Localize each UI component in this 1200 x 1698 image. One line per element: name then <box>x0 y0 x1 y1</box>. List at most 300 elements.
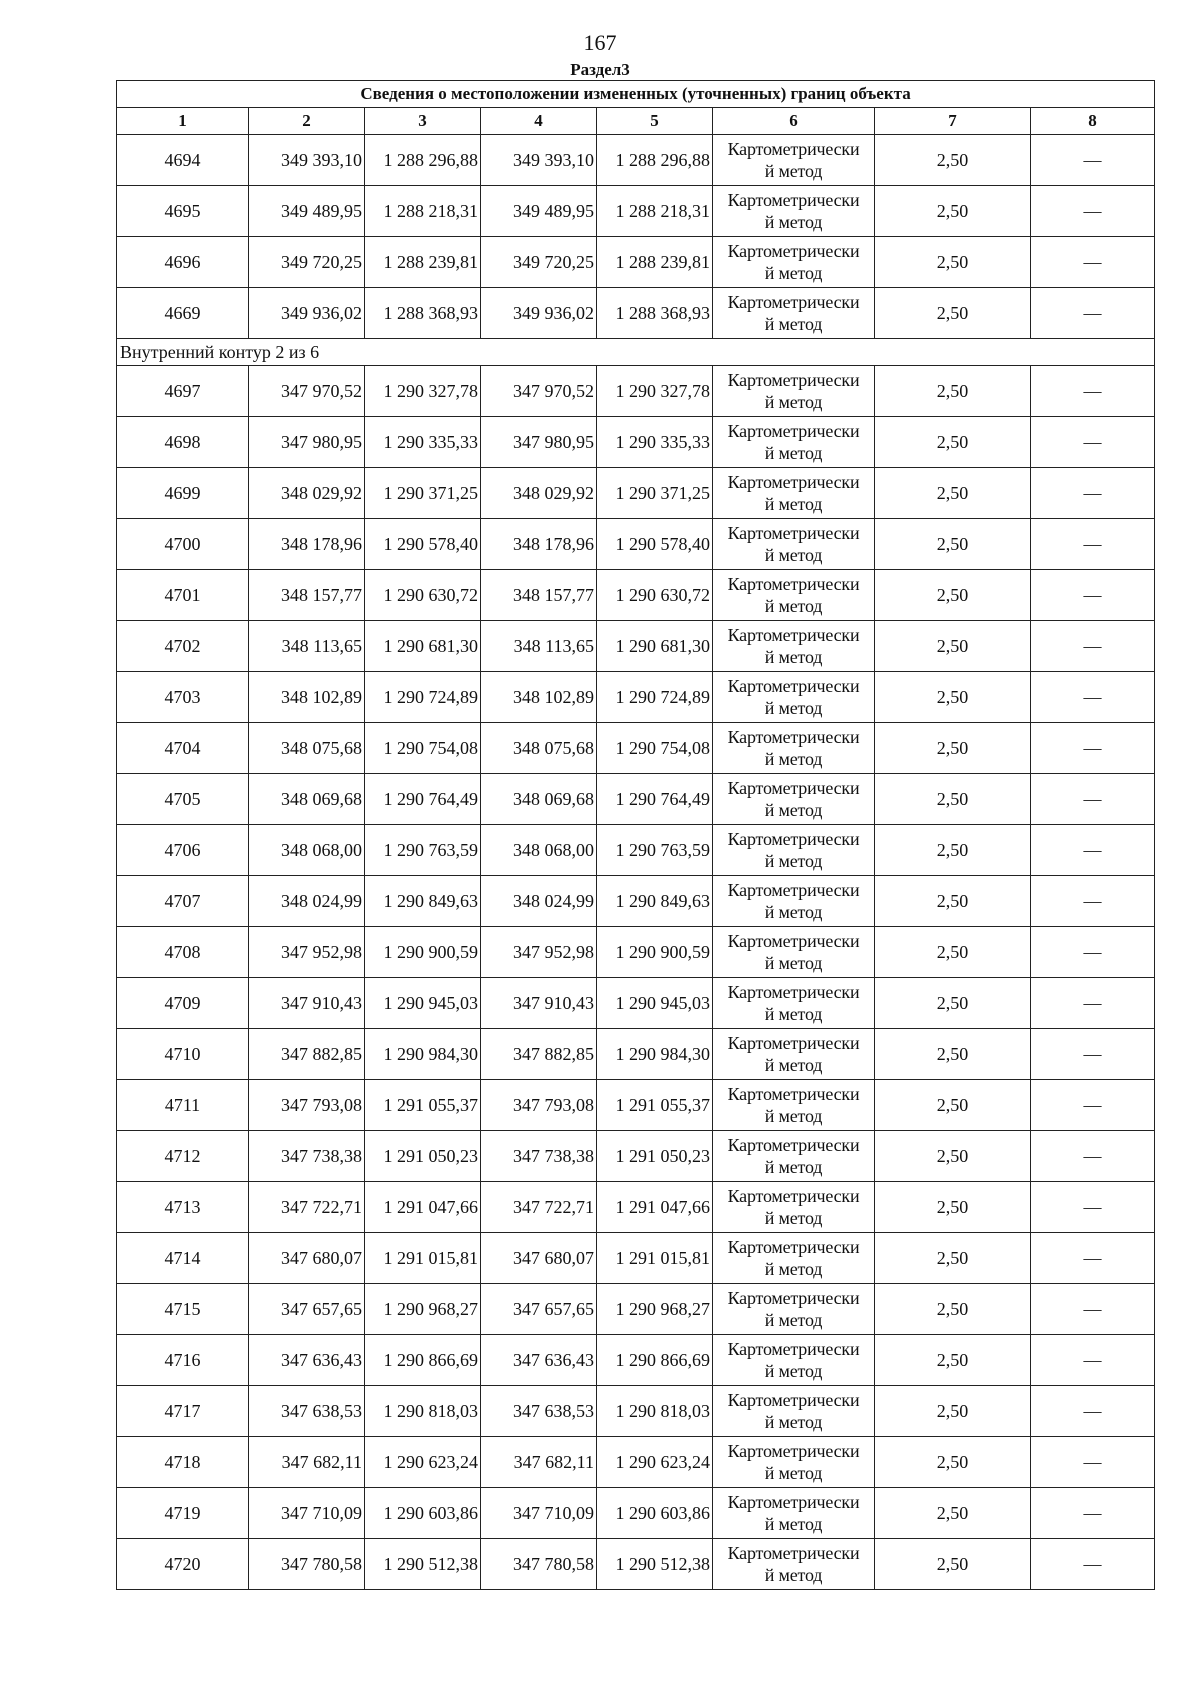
point-number-cell: 4705 <box>117 774 249 825</box>
section-title: Раздел3 <box>570 60 630 79</box>
method-text-line: Картометрически <box>727 778 860 798</box>
x-refined-cell: 348 178,96 <box>481 519 597 570</box>
x-existing-cell: 349 936,02 <box>249 288 365 339</box>
method-cell <box>713 1233 875 1284</box>
note-cell: — <box>1031 1539 1155 1590</box>
accuracy-cell: 2,50 <box>875 672 1031 723</box>
column-number: 8 <box>1031 108 1155 135</box>
method-cell <box>713 1080 875 1131</box>
x-existing-cell: 348 024,99 <box>249 876 365 927</box>
point-number-cell: 4698 <box>117 417 249 468</box>
y-refined-cell: 1 290 724,89 <box>597 672 713 723</box>
method-text-line: й метод <box>764 1514 823 1534</box>
x-existing-cell: 347 710,09 <box>249 1488 365 1539</box>
table-body <box>117 135 1155 1590</box>
method-text-line: Картометрически <box>727 370 860 390</box>
y-refined-cell: 1 291 015,81 <box>597 1233 713 1284</box>
method-cell <box>713 1539 875 1590</box>
x-refined-cell: 349 936,02 <box>481 288 597 339</box>
x-existing-cell: 348 113,65 <box>249 621 365 672</box>
y-refined-cell: 1 290 603,86 <box>597 1488 713 1539</box>
x-existing-cell: 347 793,08 <box>249 1080 365 1131</box>
y-refined-cell: 1 290 335,33 <box>597 417 713 468</box>
point-number-cell: 4708 <box>117 927 249 978</box>
x-existing-cell: 348 102,89 <box>249 672 365 723</box>
note-cell: — <box>1031 927 1155 978</box>
point-number-cell: 4711 <box>117 1080 249 1131</box>
y-refined-cell: 1 290 968,27 <box>597 1284 713 1335</box>
accuracy-cell: 2,50 <box>875 1233 1031 1284</box>
y-existing-cell: 1 290 866,69 <box>365 1335 481 1386</box>
method-text-line: й метод <box>764 1412 823 1432</box>
column-number: 4 <box>481 108 597 135</box>
x-refined-cell: 347 710,09 <box>481 1488 597 1539</box>
method-cell <box>713 366 875 417</box>
y-refined-cell: 1 290 900,59 <box>597 927 713 978</box>
x-existing-cell: 347 680,07 <box>249 1233 365 1284</box>
method-text-line: Картометрически <box>727 1543 860 1563</box>
y-existing-cell: 1 290 681,30 <box>365 621 481 672</box>
point-number-cell: 4697 <box>117 366 249 417</box>
y-existing-cell: 1 288 239,81 <box>365 237 481 288</box>
y-refined-cell: 1 290 849,63 <box>597 876 713 927</box>
table-row <box>117 417 1155 468</box>
method-text-line: Картометрически <box>727 1441 860 1461</box>
y-refined-cell: 1 290 764,49 <box>597 774 713 825</box>
x-refined-cell: 347 682,11 <box>481 1437 597 1488</box>
column-number: 2 <box>249 108 365 135</box>
x-existing-cell: 349 393,10 <box>249 135 365 186</box>
x-refined-cell: 349 720,25 <box>481 237 597 288</box>
note-cell: — <box>1031 1080 1155 1131</box>
method-text-line: Картометрически <box>727 880 860 900</box>
y-refined-cell: 1 290 512,38 <box>597 1539 713 1590</box>
method-text-line: й метод <box>764 314 823 334</box>
y-existing-cell: 1 290 724,89 <box>365 672 481 723</box>
point-number-cell: 4716 <box>117 1335 249 1386</box>
accuracy-cell: 2,50 <box>875 1182 1031 1233</box>
method-text-line: й метод <box>764 1463 823 1483</box>
x-existing-cell: 347 722,71 <box>249 1182 365 1233</box>
accuracy-cell: 2,50 <box>875 1386 1031 1437</box>
point-number-cell: 4699 <box>117 468 249 519</box>
method-cell <box>713 237 875 288</box>
note-cell: — <box>1031 186 1155 237</box>
accuracy-cell: 2,50 <box>875 1131 1031 1182</box>
x-existing-cell: 348 069,68 <box>249 774 365 825</box>
point-number-cell: 4714 <box>117 1233 249 1284</box>
accuracy-cell: 2,50 <box>875 876 1031 927</box>
accuracy-cell: 2,50 <box>875 1437 1031 1488</box>
x-existing-cell: 348 068,00 <box>249 825 365 876</box>
contour-label: Внутренний контур 2 из 6 <box>117 339 1155 366</box>
point-number-cell: 4717 <box>117 1386 249 1437</box>
method-text-line: Картометрически <box>727 727 860 747</box>
accuracy-cell: 2,50 <box>875 288 1031 339</box>
note-cell: — <box>1031 1233 1155 1284</box>
point-number-cell: 4702 <box>117 621 249 672</box>
x-refined-cell: 347 970,52 <box>481 366 597 417</box>
x-refined-cell: 347 636,43 <box>481 1335 597 1386</box>
method-text-line: Картометрически <box>727 1339 860 1359</box>
method-text-line: Картометрически <box>727 1492 860 1512</box>
y-existing-cell: 1 290 512,38 <box>365 1539 481 1590</box>
accuracy-cell: 2,50 <box>875 1029 1031 1080</box>
method-cell <box>713 1488 875 1539</box>
y-existing-cell: 1 290 984,30 <box>365 1029 481 1080</box>
y-refined-cell: 1 290 578,40 <box>597 519 713 570</box>
y-refined-cell: 1 290 327,78 <box>597 366 713 417</box>
method-cell <box>713 1182 875 1233</box>
method-text-line: й метод <box>764 545 823 565</box>
column-number: 6 <box>713 108 875 135</box>
x-existing-cell: 347 910,43 <box>249 978 365 1029</box>
method-text-line: й метод <box>764 263 823 283</box>
y-refined-cell: 1 291 055,37 <box>597 1080 713 1131</box>
accuracy-cell: 2,50 <box>875 621 1031 672</box>
point-number-cell: 4694 <box>117 135 249 186</box>
y-existing-cell: 1 290 763,59 <box>365 825 481 876</box>
method-text-line: й метод <box>764 647 823 667</box>
method-cell <box>713 978 875 1029</box>
method-text-line: Картометрически <box>727 1390 860 1410</box>
y-existing-cell: 1 290 623,24 <box>365 1437 481 1488</box>
method-text-line: й метод <box>764 1259 823 1279</box>
method-text-line: й метод <box>764 1310 823 1330</box>
method-cell <box>713 927 875 978</box>
x-existing-cell: 347 657,65 <box>249 1284 365 1335</box>
table-row <box>117 672 1155 723</box>
method-text-line: й метод <box>764 851 823 871</box>
x-existing-cell: 348 178,96 <box>249 519 365 570</box>
x-refined-cell: 348 102,89 <box>481 672 597 723</box>
x-refined-cell: 347 657,65 <box>481 1284 597 1335</box>
table-row <box>117 519 1155 570</box>
y-existing-cell: 1 290 968,27 <box>365 1284 481 1335</box>
y-refined-cell: 1 290 763,59 <box>597 825 713 876</box>
accuracy-cell: 2,50 <box>875 1284 1031 1335</box>
method-text-line: й метод <box>764 953 823 973</box>
x-refined-cell: 348 029,92 <box>481 468 597 519</box>
x-refined-cell: 347 882,85 <box>481 1029 597 1080</box>
y-existing-cell: 1 290 754,08 <box>365 723 481 774</box>
note-cell: — <box>1031 1386 1155 1437</box>
column-number: 3 <box>365 108 481 135</box>
method-text-line: й метод <box>764 392 823 412</box>
method-text-line: Картометрически <box>727 1288 860 1308</box>
accuracy-cell: 2,50 <box>875 237 1031 288</box>
table-row <box>117 1539 1155 1590</box>
x-existing-cell: 347 780,58 <box>249 1539 365 1590</box>
table-row <box>117 135 1155 186</box>
y-refined-cell: 1 290 681,30 <box>597 621 713 672</box>
x-refined-cell: 348 157,77 <box>481 570 597 621</box>
note-cell: — <box>1031 135 1155 186</box>
point-number-cell: 4720 <box>117 1539 249 1590</box>
method-text-line: й метод <box>764 1157 823 1177</box>
method-text-line: й метод <box>764 494 823 514</box>
accuracy-cell: 2,50 <box>875 468 1031 519</box>
method-text-line: Картометрически <box>727 190 860 210</box>
note-cell: — <box>1031 1488 1155 1539</box>
x-refined-cell: 347 680,07 <box>481 1233 597 1284</box>
table-row <box>117 237 1155 288</box>
method-cell <box>713 621 875 672</box>
note-cell: — <box>1031 774 1155 825</box>
accuracy-cell: 2,50 <box>875 723 1031 774</box>
accuracy-cell: 2,50 <box>875 570 1031 621</box>
y-existing-cell: 1 290 945,03 <box>365 978 481 1029</box>
point-number-cell: 4709 <box>117 978 249 1029</box>
accuracy-cell: 2,50 <box>875 825 1031 876</box>
table-row <box>117 1488 1155 1539</box>
point-number-cell: 4718 <box>117 1437 249 1488</box>
method-text-line: й метод <box>764 1106 823 1126</box>
x-refined-cell: 349 489,95 <box>481 186 597 237</box>
method-cell <box>713 672 875 723</box>
x-refined-cell: 347 780,58 <box>481 1539 597 1590</box>
point-number-cell: 4710 <box>117 1029 249 1080</box>
table-row <box>117 621 1155 672</box>
method-text-line: й метод <box>764 1055 823 1075</box>
y-refined-cell: 1 290 818,03 <box>597 1386 713 1437</box>
method-cell <box>713 1386 875 1437</box>
column-number: 1 <box>117 108 249 135</box>
table-row <box>117 366 1155 417</box>
point-number-cell: 4701 <box>117 570 249 621</box>
method-cell <box>713 570 875 621</box>
accuracy-cell: 2,50 <box>875 366 1031 417</box>
method-cell <box>713 468 875 519</box>
table-row <box>117 1386 1155 1437</box>
method-text-line: Картометрически <box>727 241 860 261</box>
method-text-line: Картометрически <box>727 1186 860 1206</box>
accuracy-cell: 2,50 <box>875 186 1031 237</box>
point-number-cell: 4706 <box>117 825 249 876</box>
method-text-line: й метод <box>764 443 823 463</box>
table-row <box>117 774 1155 825</box>
x-refined-cell: 348 069,68 <box>481 774 597 825</box>
point-number-cell: 4704 <box>117 723 249 774</box>
x-refined-cell: 347 638,53 <box>481 1386 597 1437</box>
table-row <box>117 927 1155 978</box>
y-existing-cell: 1 290 849,63 <box>365 876 481 927</box>
note-cell: — <box>1031 1284 1155 1335</box>
x-existing-cell: 347 738,38 <box>249 1131 365 1182</box>
y-existing-cell: 1 288 368,93 <box>365 288 481 339</box>
y-existing-cell: 1 290 371,25 <box>365 468 481 519</box>
note-cell: — <box>1031 519 1155 570</box>
note-cell: — <box>1031 1335 1155 1386</box>
note-cell: — <box>1031 468 1155 519</box>
point-number-cell: 4713 <box>117 1182 249 1233</box>
y-existing-cell: 1 290 818,03 <box>365 1386 481 1437</box>
method-text-line: й метод <box>764 1208 823 1228</box>
x-refined-cell: 347 952,98 <box>481 927 597 978</box>
accuracy-cell: 2,50 <box>875 519 1031 570</box>
y-existing-cell: 1 290 603,86 <box>365 1488 481 1539</box>
accuracy-cell: 2,50 <box>875 417 1031 468</box>
accuracy-cell: 2,50 <box>875 1488 1031 1539</box>
accuracy-cell: 2,50 <box>875 135 1031 186</box>
method-cell <box>713 723 875 774</box>
method-cell <box>713 1437 875 1488</box>
table-row <box>117 186 1155 237</box>
y-refined-cell: 1 288 368,93 <box>597 288 713 339</box>
note-cell: — <box>1031 1182 1155 1233</box>
y-refined-cell: 1 290 371,25 <box>597 468 713 519</box>
method-cell <box>713 519 875 570</box>
x-refined-cell: 348 113,65 <box>481 621 597 672</box>
point-number-cell: 4695 <box>117 186 249 237</box>
method-text-line: й метод <box>764 1361 823 1381</box>
y-existing-cell: 1 290 578,40 <box>365 519 481 570</box>
x-existing-cell: 349 720,25 <box>249 237 365 288</box>
note-cell: — <box>1031 1131 1155 1182</box>
y-refined-cell: 1 290 630,72 <box>597 570 713 621</box>
method-text-line: Картометрически <box>727 421 860 441</box>
table-row <box>117 723 1155 774</box>
x-existing-cell: 348 029,92 <box>249 468 365 519</box>
method-text-line: Картометрически <box>727 829 860 849</box>
table-row <box>117 1437 1155 1488</box>
method-text-line: й метод <box>764 1565 823 1585</box>
accuracy-cell: 2,50 <box>875 1080 1031 1131</box>
method-text-line: Картометрически <box>727 1237 860 1257</box>
method-cell <box>713 1029 875 1080</box>
note-cell: — <box>1031 417 1155 468</box>
x-existing-cell: 348 075,68 <box>249 723 365 774</box>
method-text-line: й метод <box>764 800 823 820</box>
method-text-line: Картометрически <box>727 931 860 951</box>
accuracy-cell: 2,50 <box>875 1539 1031 1590</box>
y-existing-cell: 1 290 900,59 <box>365 927 481 978</box>
accuracy-cell: 2,50 <box>875 978 1031 1029</box>
method-cell <box>713 288 875 339</box>
coordinates-table <box>116 80 1155 1590</box>
point-number-cell: 4696 <box>117 237 249 288</box>
y-existing-cell: 1 288 218,31 <box>365 186 481 237</box>
method-text-line: й метод <box>764 902 823 922</box>
x-refined-cell: 349 393,10 <box>481 135 597 186</box>
method-cell <box>713 1131 875 1182</box>
y-existing-cell: 1 291 050,23 <box>365 1131 481 1182</box>
note-cell: — <box>1031 366 1155 417</box>
x-refined-cell: 348 024,99 <box>481 876 597 927</box>
method-text-line: Картометрически <box>727 1084 860 1104</box>
method-cell <box>713 1284 875 1335</box>
x-existing-cell: 347 636,43 <box>249 1335 365 1386</box>
y-existing-cell: 1 290 335,33 <box>365 417 481 468</box>
x-existing-cell: 347 980,95 <box>249 417 365 468</box>
y-refined-cell: 1 291 047,66 <box>597 1182 713 1233</box>
note-cell: — <box>1031 621 1155 672</box>
method-text-line: й метод <box>764 698 823 718</box>
note-cell: — <box>1031 978 1155 1029</box>
y-refined-cell: 1 291 050,23 <box>597 1131 713 1182</box>
method-text-line: й метод <box>764 749 823 769</box>
x-existing-cell: 347 638,53 <box>249 1386 365 1437</box>
method-text-line: Картометрически <box>727 523 860 543</box>
table-row <box>117 876 1155 927</box>
page-number: 167 <box>583 30 617 55</box>
column-number: 5 <box>597 108 713 135</box>
note-cell: — <box>1031 825 1155 876</box>
point-number-cell: 4715 <box>117 1284 249 1335</box>
note-cell: — <box>1031 876 1155 927</box>
y-refined-cell: 1 288 296,88 <box>597 135 713 186</box>
table-row <box>117 1182 1155 1233</box>
point-number-cell: 4707 <box>117 876 249 927</box>
y-existing-cell: 1 290 630,72 <box>365 570 481 621</box>
note-cell: — <box>1031 1029 1155 1080</box>
contour-group-row <box>117 339 1155 366</box>
point-number-cell: 4703 <box>117 672 249 723</box>
table-caption: Сведения о местоположении измененных (уточненных) границ объекта <box>117 81 1155 108</box>
method-text-line: Картометрически <box>727 472 860 492</box>
point-number-cell: 4669 <box>117 288 249 339</box>
method-text-line: Картометрически <box>727 292 860 312</box>
method-text-line: Картометрически <box>727 676 860 696</box>
table-row <box>117 825 1155 876</box>
method-text-line: Картометрически <box>727 1033 860 1053</box>
point-number-cell: 4700 <box>117 519 249 570</box>
y-refined-cell: 1 290 945,03 <box>597 978 713 1029</box>
y-existing-cell: 1 291 055,37 <box>365 1080 481 1131</box>
y-refined-cell: 1 288 218,31 <box>597 186 713 237</box>
y-refined-cell: 1 290 984,30 <box>597 1029 713 1080</box>
table-row <box>117 570 1155 621</box>
note-cell: — <box>1031 672 1155 723</box>
method-cell <box>713 186 875 237</box>
method-text-line: й метод <box>764 596 823 616</box>
y-refined-cell: 1 288 239,81 <box>597 237 713 288</box>
method-cell <box>713 825 875 876</box>
accuracy-cell: 2,50 <box>875 927 1031 978</box>
table-row <box>117 1080 1155 1131</box>
method-cell <box>713 1335 875 1386</box>
x-refined-cell: 347 738,38 <box>481 1131 597 1182</box>
y-refined-cell: 1 290 866,69 <box>597 1335 713 1386</box>
note-cell: — <box>1031 723 1155 774</box>
column-number: 7 <box>875 108 1031 135</box>
x-refined-cell: 348 075,68 <box>481 723 597 774</box>
note-cell: — <box>1031 288 1155 339</box>
method-cell <box>713 774 875 825</box>
x-refined-cell: 348 068,00 <box>481 825 597 876</box>
point-number-cell: 4712 <box>117 1131 249 1182</box>
table-row <box>117 1335 1155 1386</box>
x-existing-cell: 347 952,98 <box>249 927 365 978</box>
x-refined-cell: 347 722,71 <box>481 1182 597 1233</box>
x-refined-cell: 347 980,95 <box>481 417 597 468</box>
method-text-line: Картометрически <box>727 982 860 1002</box>
column-number-row <box>117 108 1155 135</box>
x-refined-cell: 347 793,08 <box>481 1080 597 1131</box>
x-existing-cell: 347 882,85 <box>249 1029 365 1080</box>
method-text-line: Картометрически <box>727 574 860 594</box>
method-text-line: й метод <box>764 212 823 232</box>
y-refined-cell: 1 290 754,08 <box>597 723 713 774</box>
method-cell <box>713 876 875 927</box>
y-existing-cell: 1 291 047,66 <box>365 1182 481 1233</box>
table-row <box>117 978 1155 1029</box>
y-existing-cell: 1 288 296,88 <box>365 135 481 186</box>
table-row <box>117 1233 1155 1284</box>
x-refined-cell: 347 910,43 <box>481 978 597 1029</box>
x-existing-cell: 347 682,11 <box>249 1437 365 1488</box>
y-refined-cell: 1 290 623,24 <box>597 1437 713 1488</box>
